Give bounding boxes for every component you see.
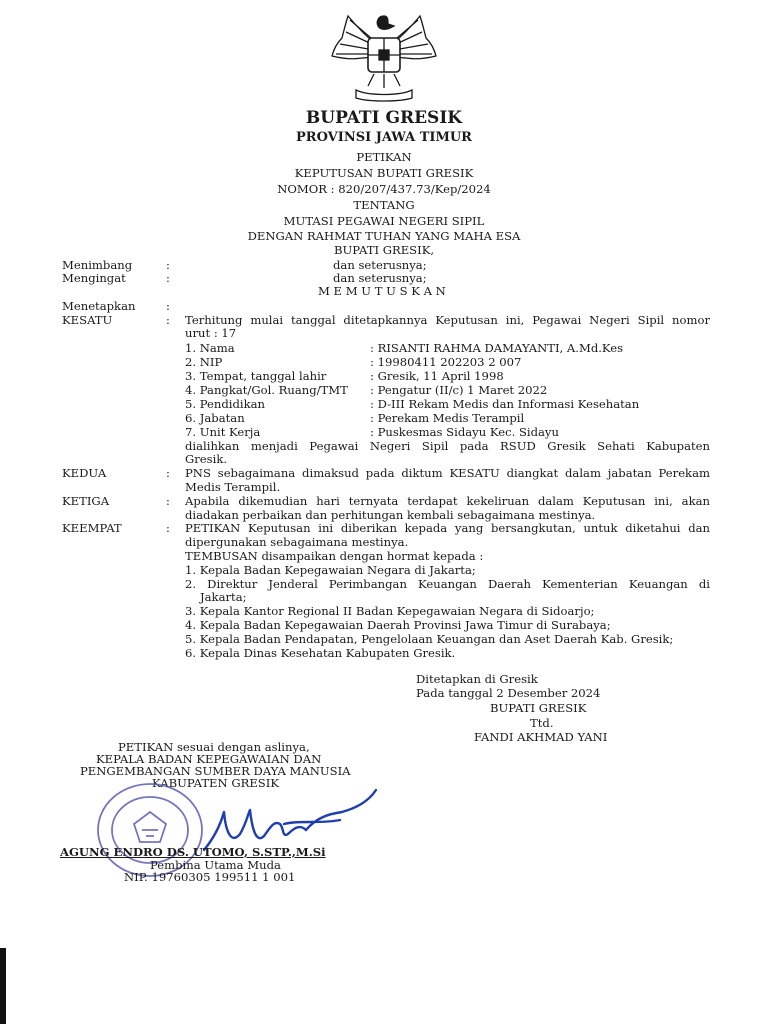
- document-title: BUPATI GRESIK: [305, 108, 463, 128]
- signer-name: FANDI AKHMAD YANI: [474, 730, 608, 744]
- certification-line-1: PETIKAN sesuai dengan aslinya,: [118, 740, 310, 754]
- province-title: PROVINSI JAWA TIMUR: [296, 130, 472, 145]
- tembusan-item: 3. Kepala Kantor Regional II Badan Kepegawaian Negara di Sidoarjo;: [185, 604, 595, 618]
- decree-number: NOMOR : 820/207/437.73/Kep/2024: [277, 182, 491, 196]
- colon: :: [166, 271, 170, 285]
- detail-value: : RISANTI RAHMA DAMAYANTI, A.Md.Kes: [370, 341, 624, 355]
- detail-value: : Gresik, 11 April 1998: [370, 369, 504, 383]
- detail-label: 1. Nama: [185, 341, 235, 355]
- kedua-line-1: PNS sebagaimana dimaksud pada diktum KESATU diangkat dalam jabatan Perekam: [185, 466, 710, 480]
- tembusan-item: 6. Kepala Dinas Kesehatan Kabupaten Gresik.: [185, 646, 456, 660]
- keempat-line-2: dipergunakan sebagaimana mestinya.: [185, 535, 409, 549]
- certification-line-2: KEPALA BADAN KEPEGAWAIAN DAN: [96, 752, 322, 766]
- certification-line-4: KABUPATEN GRESIK: [152, 776, 279, 790]
- certifier-name: AGUNG ENDRO DS. UTOMO, S.STP.,M.Si: [60, 845, 326, 859]
- certification-line-3: PENGEMBANGAN SUMBER DAYA MANUSIA: [80, 764, 351, 778]
- colon: :: [166, 258, 170, 272]
- petikan-label: PETIKAN: [356, 150, 412, 164]
- detail-value: : 19980411 202203 2 007: [370, 355, 522, 369]
- menetapkan-label: Menetapkan: [62, 299, 136, 313]
- detail-value: : Puskesmas Sidayu Kec. Sidayu: [370, 425, 559, 439]
- issuer-line: BUPATI GRESIK,: [333, 243, 435, 257]
- detail-label: 7. Unit Kerja: [185, 425, 261, 439]
- certifier-nip: NIP. 19760305 199511 1 001: [124, 870, 296, 884]
- colon: :: [166, 299, 170, 313]
- keempat-line-1: PETIKAN Keputusan ini diberikan kepada yang bersangkutan, untuk diketahui dan: [185, 521, 710, 535]
- colon: :: [166, 494, 170, 508]
- ttd-label: Ttd.: [530, 716, 554, 730]
- tembusan-item: 1. Kepala Badan Kepegawaian Negara di Jakarta;: [185, 563, 476, 577]
- kesatu-intro-line-1: Terhitung mulai tanggal ditetapkannya Keputusan ini, Pegawai Negeri Sipil nomor: [185, 313, 710, 327]
- detail-value: : Pengatur (II/c) 1 Maret 2022: [370, 383, 548, 397]
- detail-label: 6. Jabatan: [185, 411, 245, 425]
- ketiga-line-2: diadakan perbaikan dan perhitungan kembali sebagaimana mestinya.: [185, 508, 596, 522]
- subject-line-1: MUTASI PEGAWAI NEGERI SIPIL: [283, 214, 485, 228]
- kesatu-outro-line-1: dialihkan menjadi Pegawai Negeri Sipil pada RSUD Gresik Sehati Kabupaten: [185, 439, 710, 453]
- kesatu-intro-line-2: urut : 17: [185, 326, 237, 340]
- ketiga-label: KETIGA: [62, 494, 110, 508]
- detail-value: : D-III Rekam Medis dan Informasi Kesehatan: [370, 397, 640, 411]
- date-of-issue: Pada tanggal 2 Desember 2024: [416, 686, 601, 700]
- tentang-label: TENTANG: [353, 198, 415, 212]
- mengingat-label: Mengingat: [62, 271, 126, 285]
- tembusan-item-continued: Jakarta;: [200, 590, 247, 604]
- colon: :: [166, 521, 170, 535]
- keempat-label: KEEMPAT: [62, 521, 122, 535]
- tembusan-item: 4. Kepala Badan Kepegawaian Daerah Provinsi Jawa Timur di Surabaya;: [185, 618, 611, 632]
- tembusan-heading: TEMBUSAN disampaikan dengan hormat kepada :: [185, 549, 484, 563]
- menimbang-text: dan seterusnya;: [333, 258, 427, 272]
- tembusan-item: 5. Kepala Badan Pendapatan, Pengelolaan Keuangan dan Aset Daerah Kab. Gresik;: [185, 632, 674, 646]
- signer-title: BUPATI GRESIK: [490, 701, 587, 715]
- detail-value: : Perekam Medis Terampil: [370, 411, 525, 425]
- garuda-emblem-icon: [328, 8, 440, 104]
- place-of-issue: Ditetapkan di Gresik: [416, 672, 538, 686]
- memutuskan-heading: M E M U T U S K A N: [318, 284, 446, 298]
- colon: :: [166, 313, 170, 327]
- kedua-line-2: Medis Terampil.: [185, 480, 281, 494]
- subject-line-2: DENGAN RAHMAT TUHAN YANG MAHA ESA: [247, 229, 521, 243]
- menimbang-label: Menimbang: [62, 258, 133, 272]
- ketiga-line-1: Apabila dikemudian hari ternyata terdapat kekeliruan dalam Keputusan ini, akan: [185, 494, 710, 508]
- mengingat-text: dan seterusnya;: [333, 271, 427, 285]
- detail-label: 3. Tempat, tanggal lahir: [185, 369, 327, 383]
- detail-label: 2. NIP: [185, 355, 223, 369]
- certifier-rank: Pembina Utama Muda: [150, 858, 281, 872]
- tembusan-item: 2. Direktur Jenderal Perimbangan Keuangan Daerah Kementerian Keuangan di: [185, 577, 710, 591]
- colon: :: [166, 466, 170, 480]
- detail-label: 5. Pendidikan: [185, 397, 266, 411]
- detail-label: 4. Pangkat/Gol. Ruang/TMT: [185, 383, 348, 397]
- kedua-label: KEDUA: [62, 466, 107, 480]
- kesatu-outro-line-2: Gresik.: [185, 452, 228, 466]
- kesatu-label: KESATU: [62, 313, 113, 327]
- decree-title: KEPUTUSAN BUPATI GRESIK: [294, 166, 474, 180]
- scan-edge-shadow: [0, 948, 6, 1024]
